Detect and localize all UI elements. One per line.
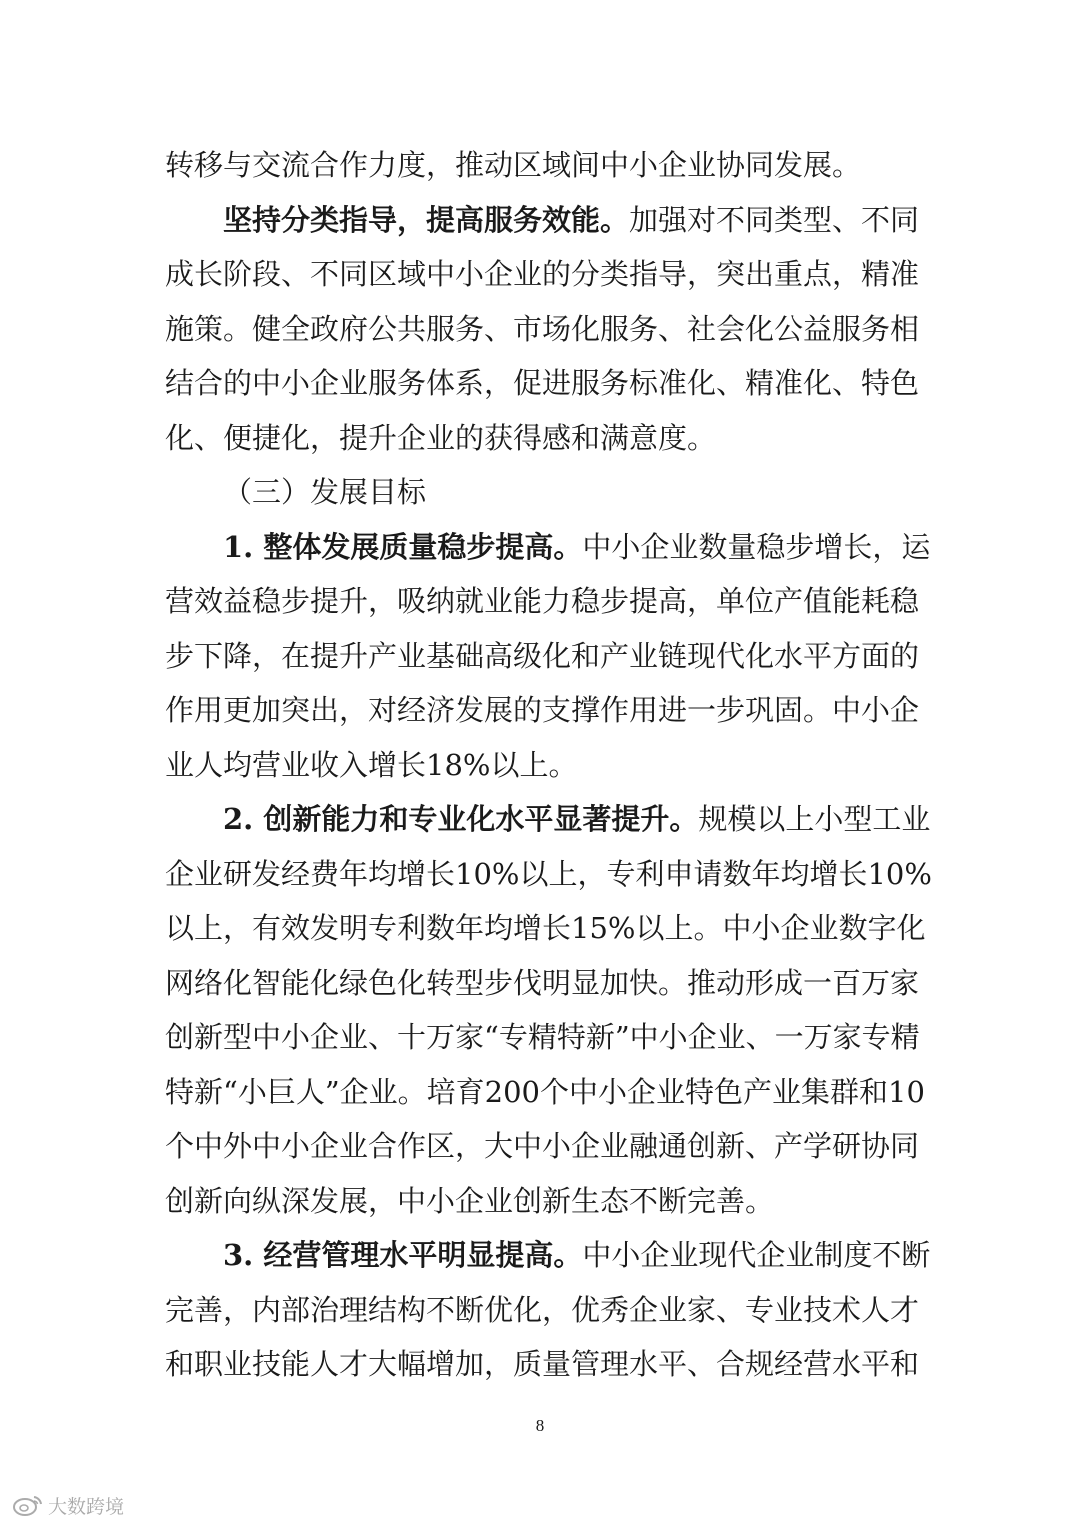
text-line: 化、便捷化，提升企业的获得感和满意度。 xyxy=(165,420,717,455)
document-body xyxy=(165,138,932,1392)
text-line: 施策。健全政府公共服务、市场化服务、社会化公益服务相 xyxy=(165,311,920,346)
text-line: 特新“小巨人”企业。培育200个中小企业特色产业集群和10 xyxy=(165,1074,925,1109)
text-line: 结合的中小企业服务体系，促进服务标准化、精准化、特色 xyxy=(165,366,920,400)
text-line: 作用更加突出，对经济发展的支撑作用进一步巩固。中小企 xyxy=(165,693,920,727)
text-line: 创新型中小企业、十万家“专精特新”中小企业、一万家专精 xyxy=(165,1020,920,1054)
text-line: 业人均营业收入增长18%以上。 xyxy=(165,747,578,782)
paragraph-lead: 3. 经营管理水平明显提高。 xyxy=(223,1238,583,1272)
paragraph-lead: 2. 创新能力和专业化水平显著提升。 xyxy=(223,802,699,836)
watermark xyxy=(12,1491,124,1519)
section-heading: （三）发展目标 xyxy=(223,475,427,509)
text-line: 个中外中小企业合作区，大中小企业融通创新、产学研协同 xyxy=(165,1129,920,1163)
text-line: 网络化智能化绿色化转型步伐明显加快。推动形成一百万家 xyxy=(165,965,920,1000)
text-line: 步下降，在提升产业基础高级化和产业链现代化水平方面的 xyxy=(165,638,920,673)
text-line: 营效益稳步提升，吸纳就业能力稳步提高，单位产值能耗稳 xyxy=(165,584,920,618)
page-number: 8 xyxy=(535,1416,545,1435)
paragraph-lead: 坚持分类指导，提高服务效能。 xyxy=(223,202,630,237)
text-line: 成长阶段、不同区域中小企业的分类指导，突出重点，精准 xyxy=(165,257,920,291)
weibo-logo-icon xyxy=(12,1493,44,1517)
text-line: 企业研发经费年均增长10%以上，专利申请数年均增长10% xyxy=(165,856,932,891)
text-line: 创新向纵深发展，中小企业创新生态不断完善。 xyxy=(165,1183,775,1218)
text-line: 1. 整体发展质量稳步提高。中小企业数量稳步增长，运 xyxy=(223,529,931,564)
text-line: 和职业技能人才大幅增加，质量管理水平、合规经营水平和 xyxy=(165,1347,920,1381)
text-line: 3. 经营管理水平明显提高。中小企业现代企业制度不断 xyxy=(223,1238,931,1272)
watermark-text: 大数跨境 xyxy=(48,1495,125,1518)
paragraph-lead: 1. 整体发展质量稳步提高。 xyxy=(223,529,583,564)
text-line: 2. 创新能力和专业化水平显著提升。规模以上小型工业 xyxy=(223,802,931,836)
text-line: 坚持分类指导，提高服务效能。加强对不同类型、不同 xyxy=(223,202,920,237)
text-line: 以上，有效发明专利数年均增长15%以上。中小企业数字化 xyxy=(165,911,926,945)
text-line: 完善，内部治理结构不断优化，优秀企业家、专业技术人才 xyxy=(165,1292,920,1327)
text-line: 转移与交流合作力度，推动区域间中小企业协同发展。 xyxy=(165,148,862,182)
